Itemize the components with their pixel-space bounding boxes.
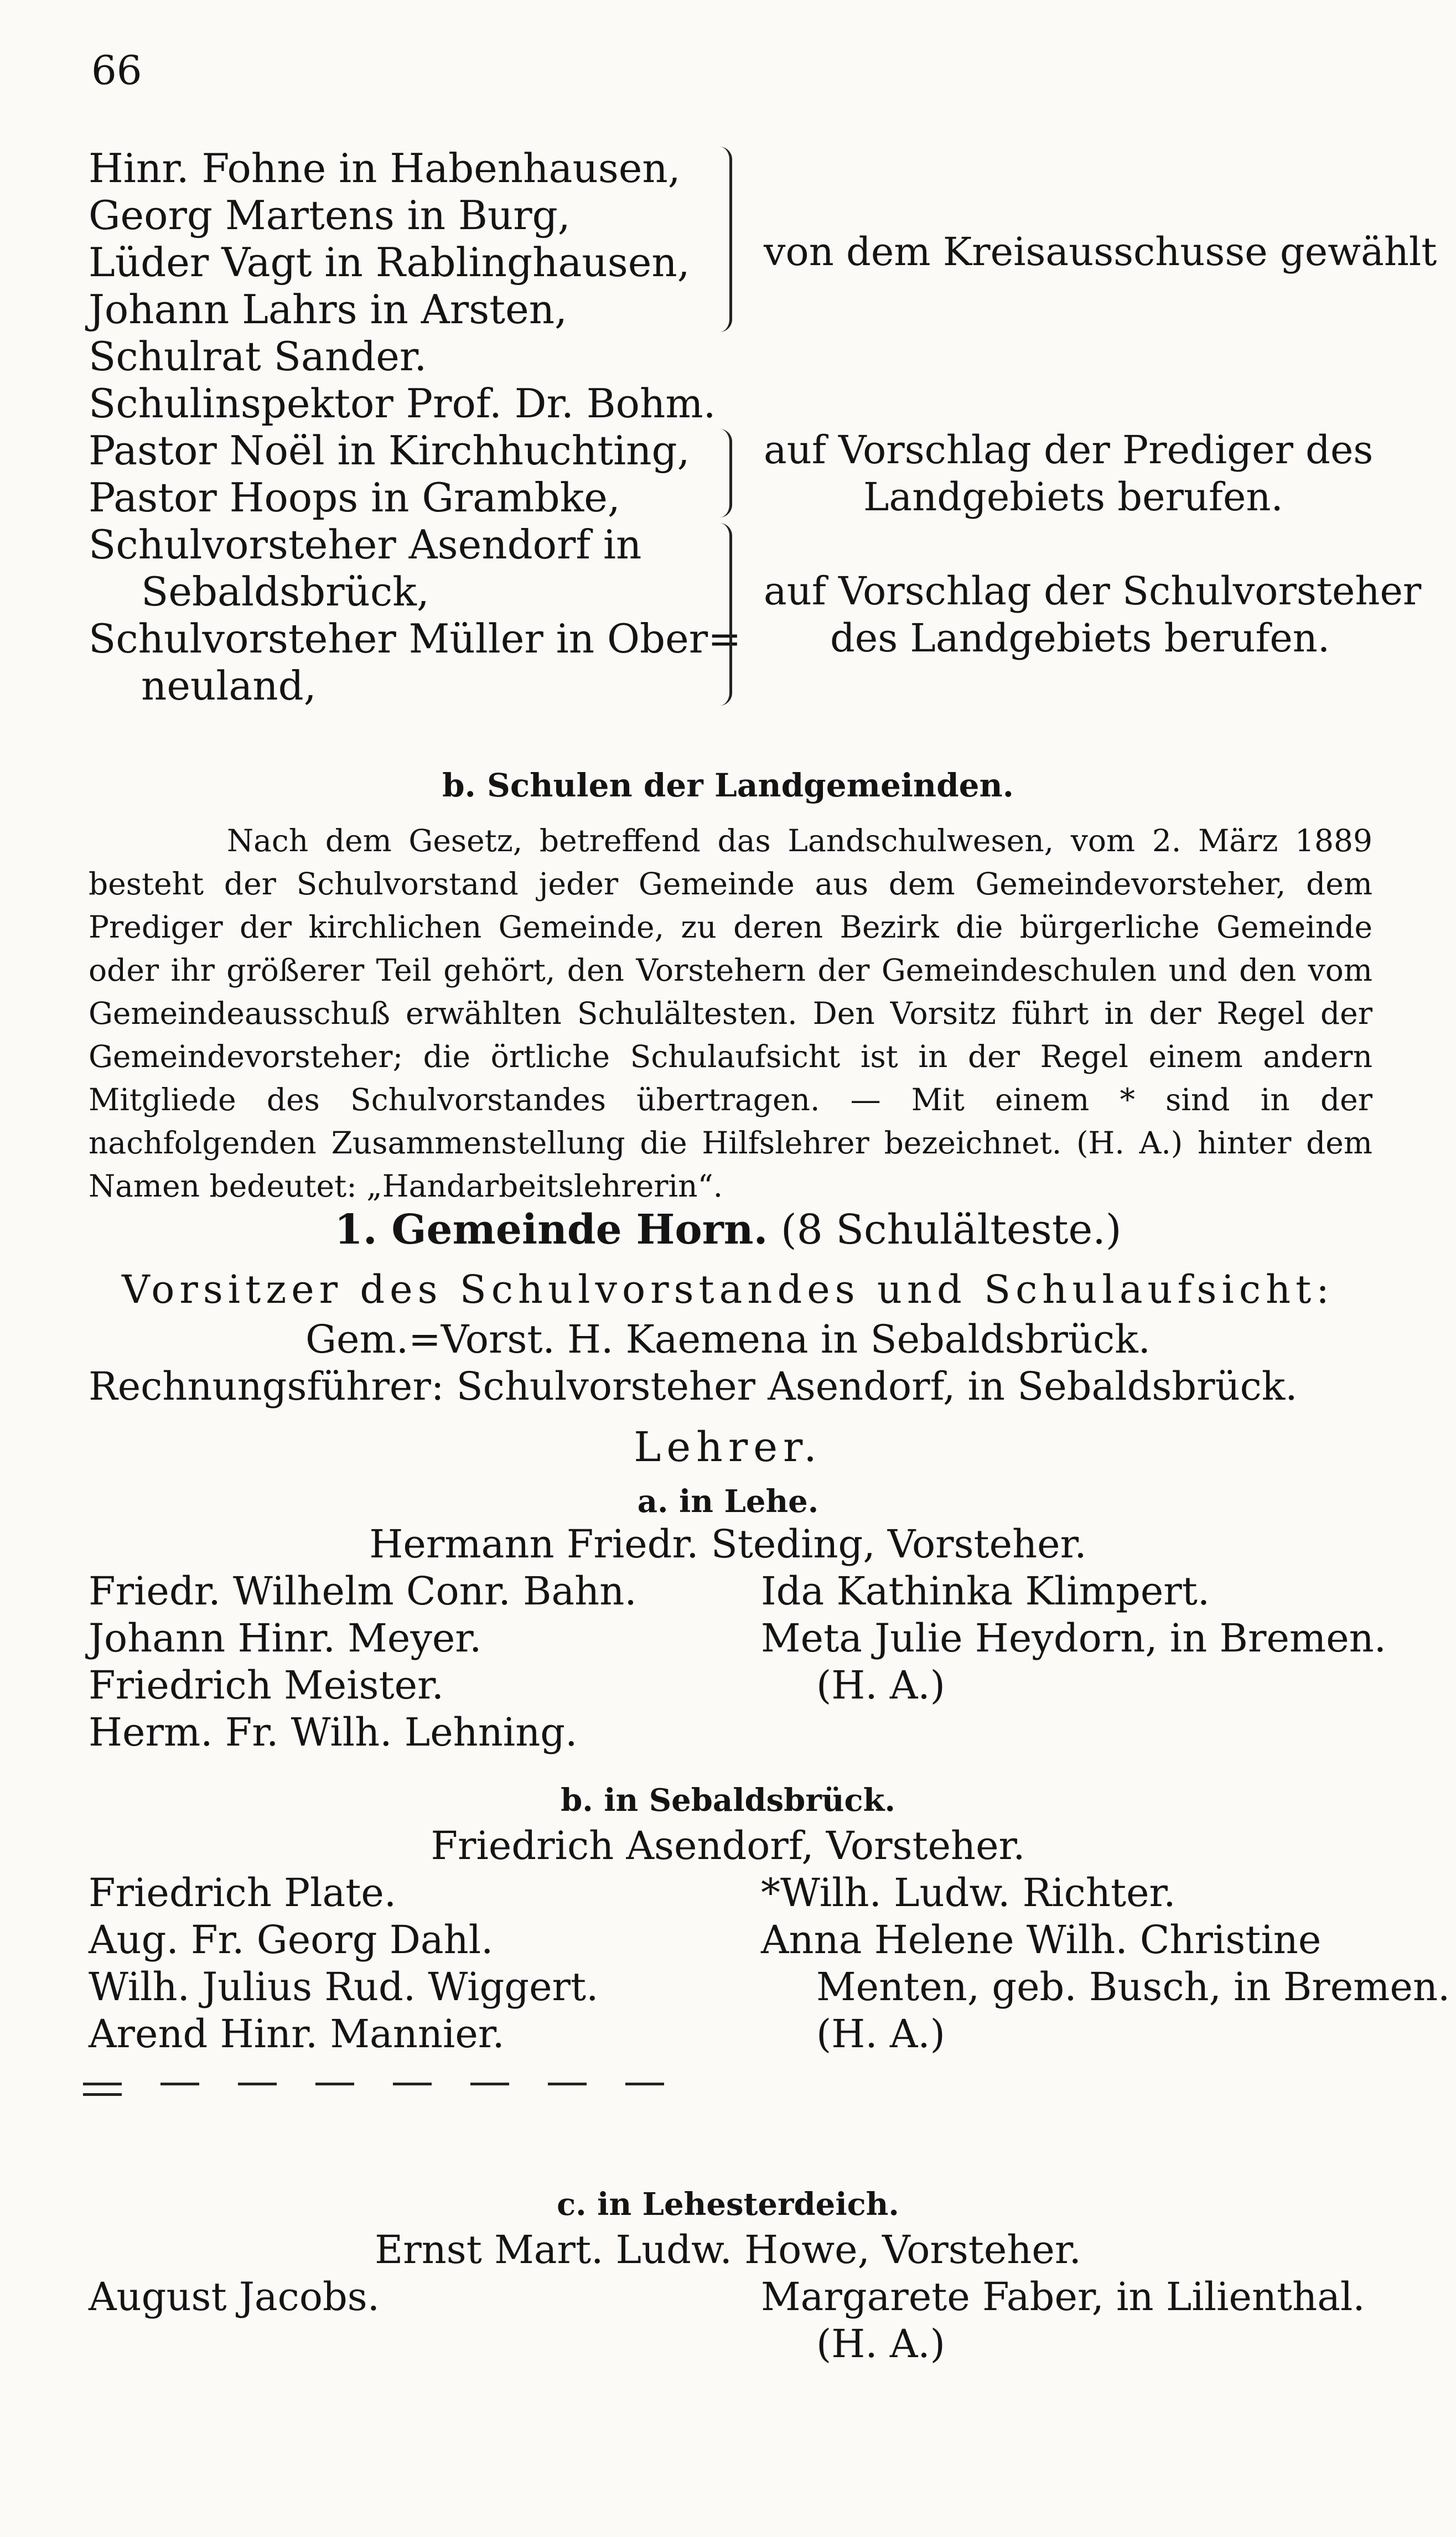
committee-note: auf Vorschlag der Schulvorsteher xyxy=(764,568,1422,614)
teacher-name: Friedr. Wilhelm Conr. Bahn. xyxy=(89,1568,637,1614)
teacher-name: August Jacobs. xyxy=(89,2274,380,2319)
committee-member: Pastor Noël in Kirchhuchting, xyxy=(89,427,690,474)
teacher-name: Arend Hinr. Mannier. xyxy=(89,2011,505,2057)
page-number: 66 xyxy=(91,47,142,94)
committee-member: Pastor Hoops in Grambke, xyxy=(89,474,620,521)
teacher-name: Friedrich Plate. xyxy=(89,1870,397,1915)
committee-member: Sebaldsbrück, xyxy=(141,568,429,615)
teacher-name: Herm. Fr. Wilh. Lehning. xyxy=(89,1710,578,1755)
gemeinde-title: 1. Gemeinde Horn. xyxy=(334,1206,768,1254)
teacher-name: Wilh. Julius Rud. Wiggert. xyxy=(89,1964,599,2010)
brace xyxy=(719,429,732,517)
committee-note: des Landgebiets berufen. xyxy=(830,615,1330,661)
treasurer: Rechnungsführer: Schulvorsteher Asendorf, in Sebaldsbrück. xyxy=(89,1364,1298,1409)
school-title: b. in Sebaldsbrück. xyxy=(561,1782,895,1819)
chair-label: Vorsitzer des Schulvorstandes und Schulaufsicht: xyxy=(122,1267,1334,1312)
teacher-name: Margarete Faber, in Lilienthal. xyxy=(761,2274,1365,2319)
handarbeit-marker: (H. A.) xyxy=(816,1663,945,1708)
teacher-name: Aug. Fr. Georg Dahl. xyxy=(89,1917,494,1963)
teacher-name: Anna Helene Wilh. Christine xyxy=(761,1917,1322,1963)
paragraph-text: Nach dem Gesetz, betreffend das Landschulwesen, vom 2. März 1889 besteht der Schulvorstand jeder Gemeinde aus dem Gemeindevorsteher, dem Prediger der kirchlichen Gemeinde, zu deren Bezirk die bürgerliche Gemeinde oder ihr größerer Teil gehört, den Vorstehern der Gemeindeschulen und den vom Gemeindeausschuß erwählten Schulältesten. Den Vorsitz führt in der Regel der Gemeindevorsteher; die örtliche Schulaufsicht ist in der Regel einem andern Mitgliede des Schulvorstandes übertragen. — Mit einem * sind in der nachfolgenden Zusammenstellung die Hilfslehrer bezeichnet. (H. A.) hinter dem Namen bedeutet: „Handarbeitslehrerin“. xyxy=(89,823,1372,1204)
school-head: Ernst Mart. Ludw. Howe, Vorsteher. xyxy=(375,2227,1081,2272)
committee-member: Hinr. Fohne in Habenhausen, xyxy=(89,145,681,191)
teacher-name: Friedrich Meister. xyxy=(89,1663,444,1708)
school-title: a. in Lehe. xyxy=(637,1483,819,1520)
teacher-name: *Wilh. Ludw. Richter. xyxy=(761,1870,1176,1915)
committee-member: Schulvorsteher Asendorf in xyxy=(89,521,642,568)
school-head: Hermann Friedr. Steding, Vorsteher. xyxy=(369,1521,1087,1567)
committee-note: von dem Kreisausschusse gewählt xyxy=(764,229,1437,275)
teacher-name: Menten, geb. Busch, in Bremen. xyxy=(816,1964,1450,2010)
gemeinde-heading xyxy=(0,1206,1456,1254)
committee-member: Schulinspektor Prof. Dr. Bohm. xyxy=(89,380,716,427)
body-paragraph xyxy=(89,819,1372,1208)
teacher-name: Ida Kathinka Klimpert. xyxy=(761,1568,1210,1614)
teacher-name: Johann Hinr. Meyer. xyxy=(89,1616,482,1661)
committee-member: Schulrat Sander. xyxy=(89,333,427,380)
committee-note: Landgebiets berufen. xyxy=(863,474,1283,520)
brace xyxy=(719,523,732,706)
committee-member: Lüder Vagt in Rablinghausen, xyxy=(89,239,690,286)
handarbeit-marker: (H. A.) xyxy=(816,2321,945,2367)
school-title: c. in Lehesterdeich. xyxy=(557,2186,899,2223)
committee-member: Georg Martens in Burg, xyxy=(89,192,571,239)
committee-note: auf Vorschlag der Prediger des xyxy=(764,427,1374,473)
committee-member: Schulvorsteher Müller in Ober= xyxy=(89,615,742,662)
handarbeit-marker: (H. A.) xyxy=(816,2011,945,2057)
gemeinde-count: (8 Schulälteste.) xyxy=(780,1206,1122,1254)
dash-separator xyxy=(83,2078,747,2100)
brace xyxy=(719,147,732,332)
teachers-heading: Lehrer. xyxy=(634,1423,822,1471)
chair-name: Gem.=Vorst. H. Kaemena in Sebaldsbrück. xyxy=(305,1317,1151,1362)
committee-member: neuland, xyxy=(141,662,317,709)
committee-member: Johann Lahrs in Arsten, xyxy=(89,286,567,333)
section-title: b. Schulen der Landgemeinden. xyxy=(442,767,1014,804)
teacher-name: Meta Julie Heydorn, in Bremen. xyxy=(761,1616,1387,1661)
school-head: Friedrich Asendorf, Vorsteher. xyxy=(431,1823,1025,1868)
